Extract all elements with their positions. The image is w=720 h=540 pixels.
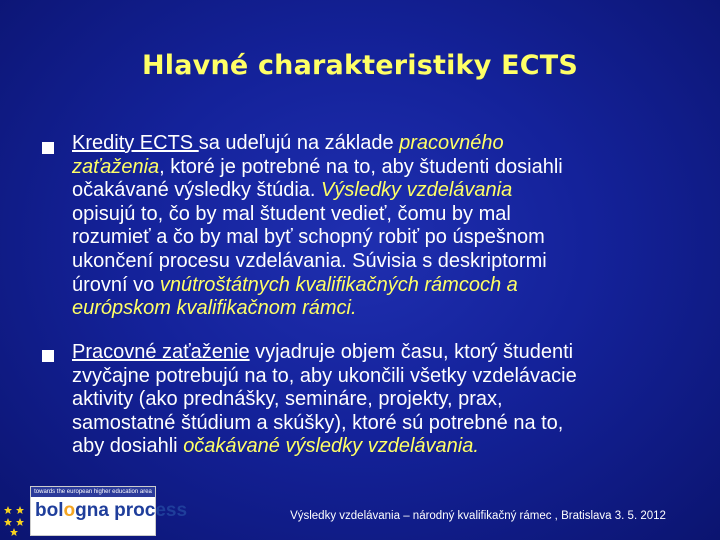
text-line: rozumieť a čo by mal byť schopný robiť po úspešnom bbox=[72, 226, 545, 249]
bullet-text-ects-credits bbox=[72, 132, 688, 321]
text-line: opisujú to, čo by mal študent vedieť, čomu by mal bbox=[72, 202, 511, 225]
text-run: sa udeľujú na základe bbox=[198, 132, 400, 154]
bologna-process-logo bbox=[0, 482, 188, 540]
highlight-run: zaťaženia bbox=[72, 155, 160, 178]
slide-title: Hlavné charakteristiky ECTS bbox=[141, 50, 579, 81]
logo-part: bol bbox=[35, 500, 64, 521]
text-run: , ktoré je potrebné na to, aby študenti dosiahli bbox=[159, 155, 563, 178]
highlight-run: Výsledky vzdelávania bbox=[321, 179, 513, 202]
text-run: úrovní vo bbox=[72, 273, 160, 296]
highlight-run: vnútroštátnych kvalifikačných rámcoch a bbox=[159, 273, 518, 296]
highlight-line: európskom kvalifikačnom rámci. bbox=[72, 297, 357, 320]
text-run: vyjadruje objem času, ktorý študenti bbox=[249, 341, 574, 363]
text-run: aby dosiahli bbox=[72, 435, 184, 458]
logo-part: o bbox=[63, 500, 76, 521]
highlight-run: pracovného bbox=[399, 132, 504, 154]
logo-wordmark bbox=[35, 500, 187, 522]
footer-caption: Výsledky vzdelávania – národný kvalifikačný rámec , Bratislava 3. 5. 2012 bbox=[290, 510, 666, 522]
logo-strip: towards the european higher education area bbox=[31, 487, 155, 497]
highlight-run: očakávané výsledky vzdelávania. bbox=[183, 435, 479, 458]
text-run: očakávané výsledky štúdia. bbox=[72, 179, 322, 202]
eu-stars-icon bbox=[2, 502, 32, 538]
bullet-text-workload bbox=[72, 341, 688, 459]
bullet-square-icon bbox=[42, 350, 54, 362]
text-line: ukončení procesu vzdelávania. Súvisia s deskriptormi bbox=[72, 249, 547, 272]
workload-link[interactable]: Pracovné zaťaženie bbox=[72, 341, 250, 363]
text-line: samostatné štúdium a skúšky), ktoré sú potrebné na to, bbox=[72, 411, 564, 434]
text-line: aktivity (ako prednášky, semináre, projekty, prax, bbox=[72, 388, 503, 411]
bullet-square-icon bbox=[42, 142, 54, 154]
text-line: zvyčajne potrebujú na to, aby ukončili všetky vzdelávacie bbox=[72, 364, 577, 387]
logo-part: gna process bbox=[75, 500, 188, 521]
logo-box bbox=[30, 486, 188, 536]
ects-link[interactable]: Kredity ECTS bbox=[72, 132, 199, 154]
